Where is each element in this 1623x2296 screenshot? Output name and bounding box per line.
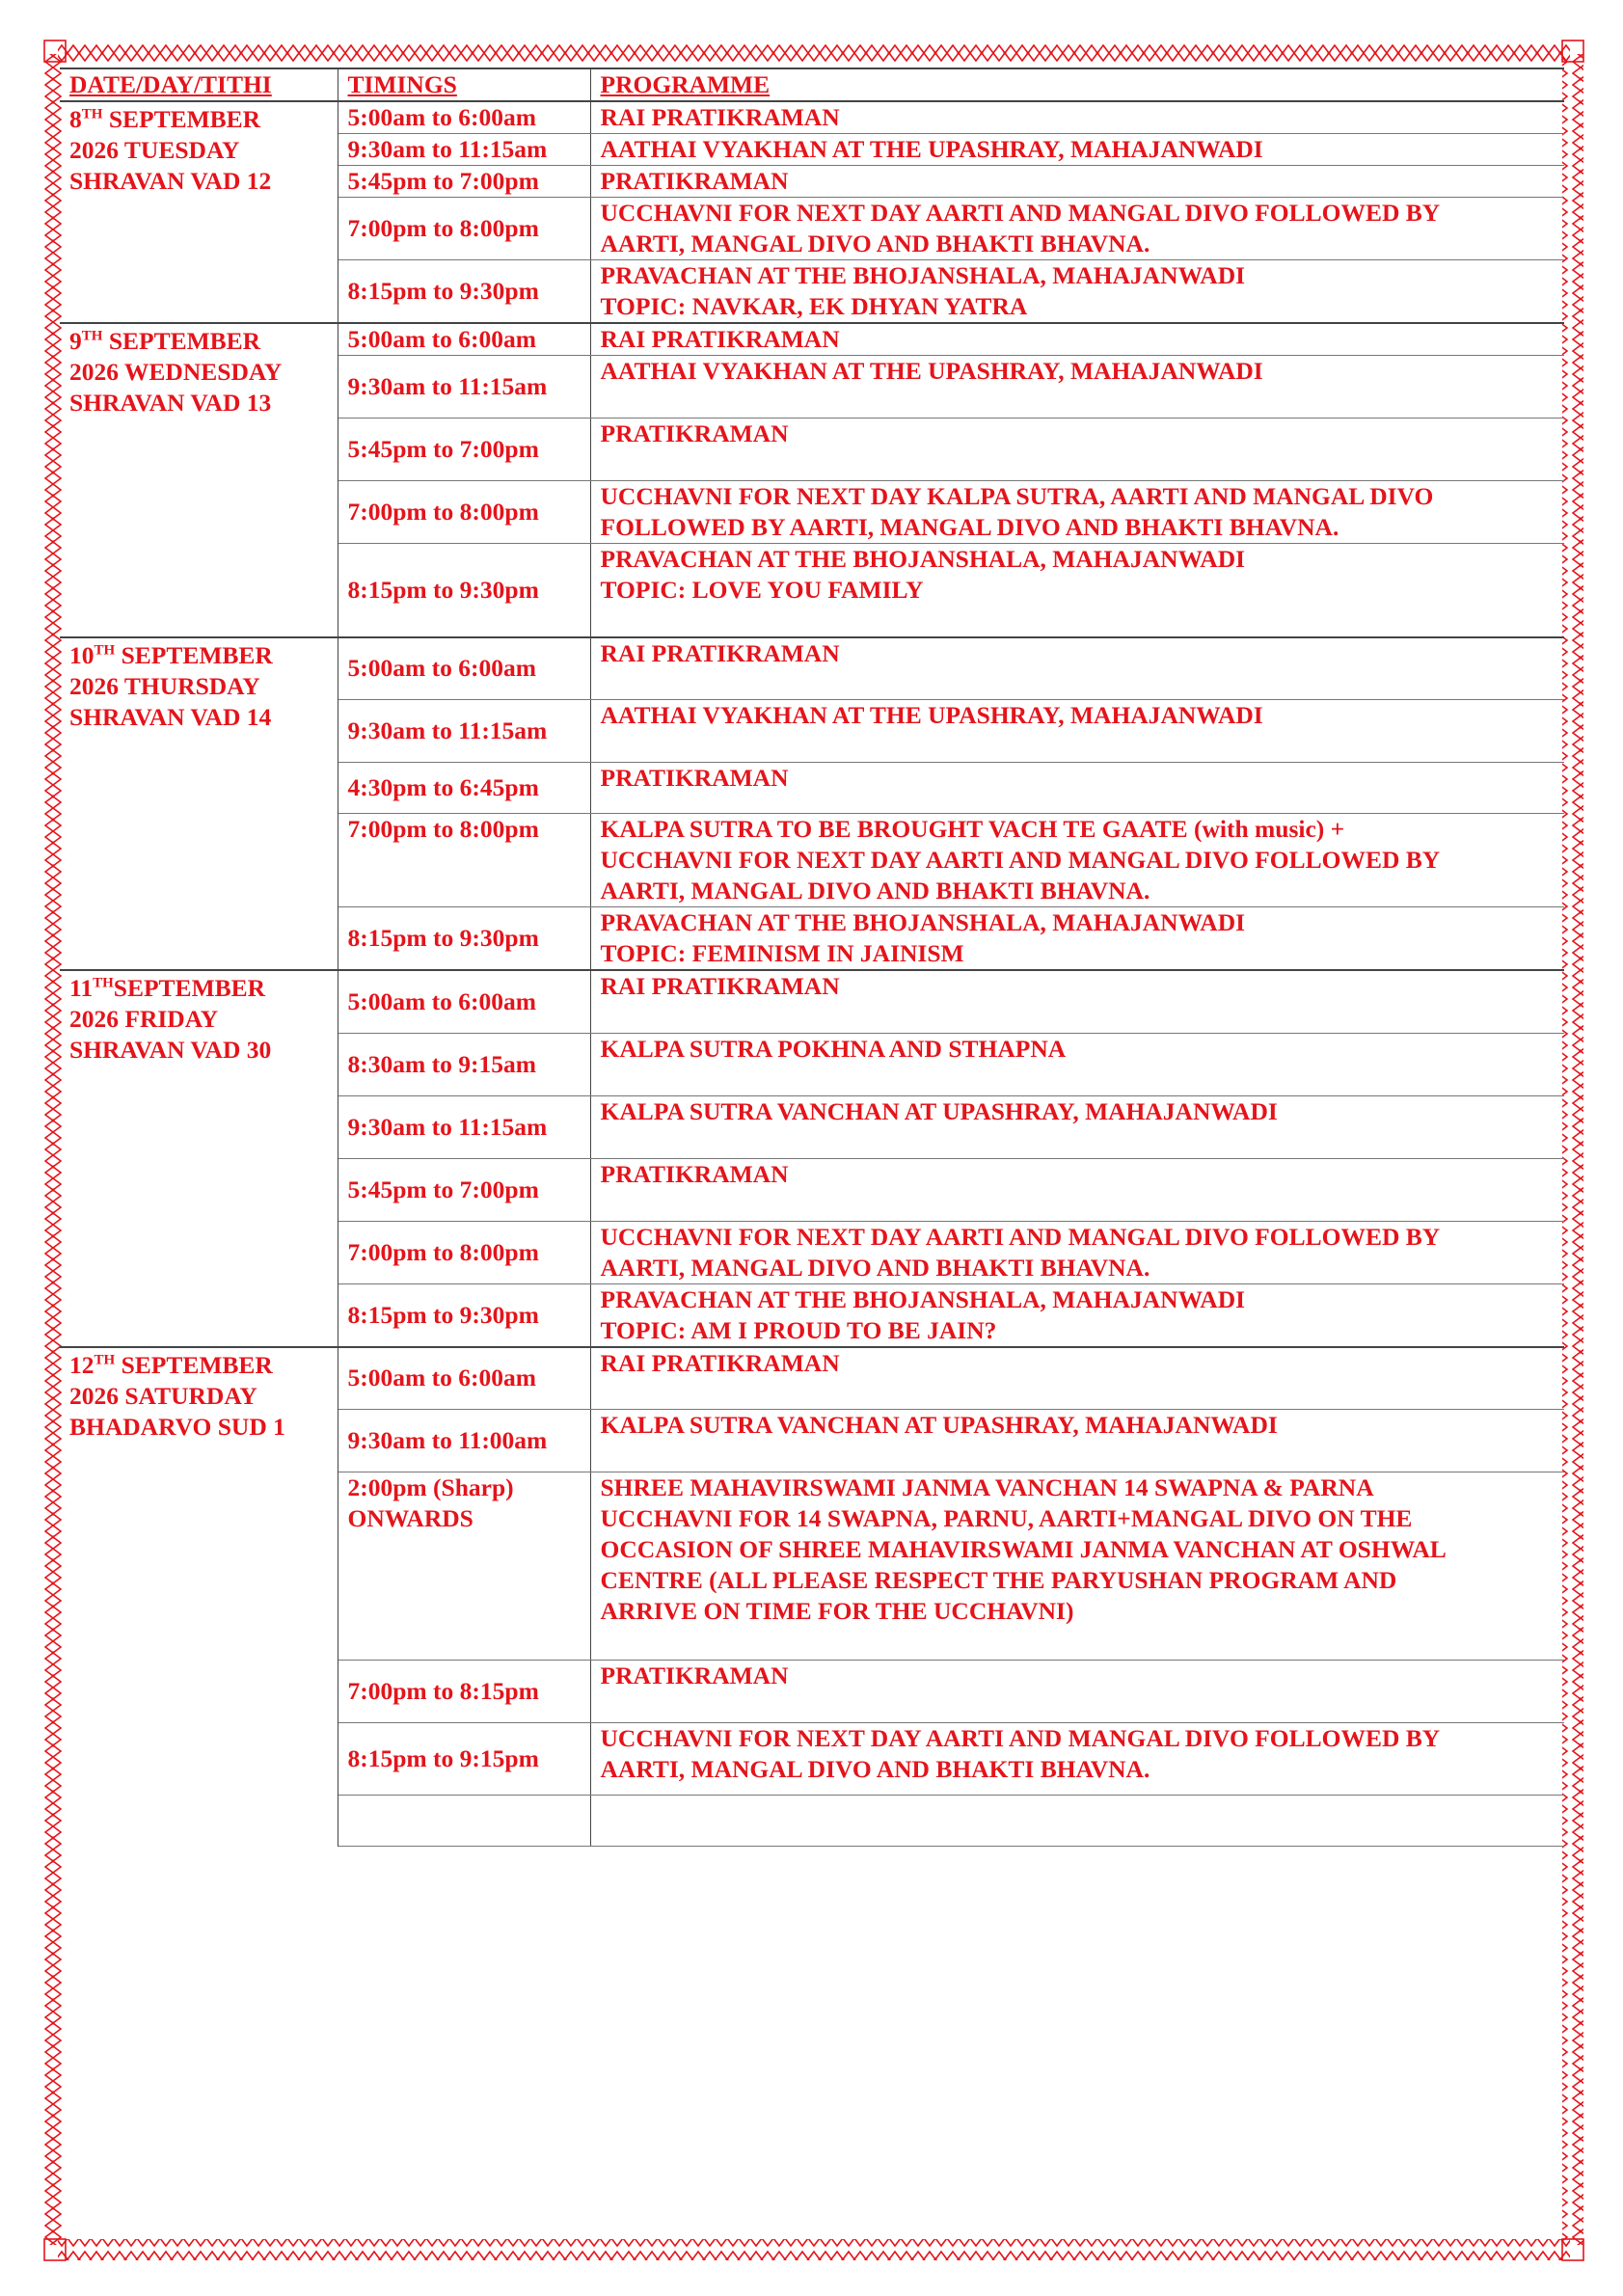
programme-cell [590, 763, 1564, 814]
programme-text: TOPIC: LOVE YOU FAMILY [600, 576, 924, 604]
date-ordinal-suffix: TH [81, 328, 103, 344]
timing-cell [338, 1221, 590, 1283]
programme-text: OCCASION OF SHREE MAHAVIRSWAMI JANMA VANCHAN AT OSHWAL [600, 1535, 1447, 1563]
programme-cell [590, 1410, 1564, 1472]
programme-text: PRAVACHAN AT THE BHOJANSHALA, MAHAJANWADI [600, 908, 1246, 936]
border-bottom [58, 2239, 1570, 2260]
date-line [69, 702, 338, 733]
header-programme-label: PROGRAMME [600, 70, 771, 98]
programme-cell [590, 1158, 1564, 1221]
programme-cell [590, 1347, 1564, 1410]
programme-text: RAI PRATIKRAMAN [600, 972, 840, 1000]
programme-cell [590, 1095, 1564, 1158]
date-ordinal-suffix: TH [81, 106, 103, 122]
timing-cell [338, 356, 590, 419]
timing-text: 5:00am to 6:00am [347, 103, 536, 131]
border-top [58, 41, 1570, 62]
programme-text: PRAVACHAN AT THE BHOJANSHALA, MAHAJANWADI [600, 261, 1246, 289]
programme-text: KALPA SUTRA POKHNA AND STHAPNA [600, 1034, 1067, 1063]
programme-text: SHREE MAHAVIRSWAMI JANMA VANCHAN 14 SWAPNA & PARNA [600, 1473, 1374, 1501]
timing-text: 7:00pm to 8:00pm [347, 498, 539, 526]
date-text: 11 [69, 974, 94, 1002]
date-line [69, 1412, 338, 1443]
programme-text: AATHAI VYAKHAN AT THE UPASHRAY, MAHAJANWADI [600, 357, 1263, 385]
programme-text: RAI PRATIKRAMAN [600, 325, 840, 353]
timing-cell [338, 1095, 590, 1158]
timing-text: 9:30am to 11:15am [347, 372, 548, 400]
day-date-cell [60, 323, 338, 637]
header-timings-label: TIMINGS [347, 70, 457, 98]
timing-text: 8:30am to 9:15am [347, 1049, 536, 1078]
date-line [69, 640, 338, 671]
timing-text: 2:00pm (Sharp) [347, 1473, 514, 1501]
date-month: SEPTEMBER [102, 105, 261, 133]
timing-text: 5:45pm to 7:00pm [347, 167, 539, 195]
timing-cell [338, 323, 590, 356]
timing-cell [338, 814, 590, 907]
timing-cell [338, 1723, 590, 1796]
date-line [69, 1035, 338, 1066]
programme-text: CENTRE (ALL PLEASE RESPECT THE PARYUSHAN PROGRAM AND [600, 1566, 1397, 1594]
date-text: SHRAVAN VAD 30 [69, 1036, 272, 1064]
programme-text: PRATIKRAMAN [600, 1661, 789, 1689]
programme-cell [590, 323, 1564, 356]
header-timings [338, 68, 590, 101]
programme-text: UCCHAVNI FOR NEXT DAY AARTI AND MANGAL DIVO FOLLOWED BY [600, 199, 1441, 227]
date-line [69, 166, 338, 197]
date-line [69, 1381, 338, 1412]
timing-text: 5:00am to 6:00am [347, 654, 536, 683]
programme-cell [590, 1283, 1564, 1347]
programme-text: PRAVACHAN AT THE BHOJANSHALA, MAHAJANWADI [600, 1284, 1246, 1313]
timing-cell [338, 134, 590, 166]
timing-cell [338, 763, 590, 814]
date-line [69, 671, 338, 702]
programme-cell [590, 1472, 1564, 1661]
timing-text: 8:15pm to 9:15pm [347, 1744, 539, 1772]
date-text: SHRAVAN VAD 14 [69, 702, 272, 731]
header-date [60, 68, 338, 101]
timing-cell [338, 907, 590, 971]
programme-cell [590, 101, 1564, 134]
table-row [60, 101, 1564, 134]
timing-text: 5:45pm to 7:00pm [347, 1175, 539, 1203]
timing-text: 8:15pm to 9:30pm [347, 1300, 539, 1329]
programme-cell [590, 198, 1564, 260]
date-month: SEPTEMBER [115, 1350, 273, 1379]
programme-cell [590, 419, 1564, 481]
date-text: 9 [69, 327, 82, 355]
programme-text: AATHAI VYAKHAN AT THE UPASHRAY, MAHAJANWADI [600, 701, 1263, 729]
schedule-table [60, 68, 1564, 1847]
date-text: 10 [69, 640, 95, 669]
day-date-cell [60, 1347, 338, 1847]
date-ordinal-suffix: TH [94, 1352, 116, 1367]
programme-cell [590, 637, 1564, 700]
date-line [69, 1004, 338, 1035]
programme-cell [590, 1661, 1564, 1723]
timing-cell [338, 1472, 590, 1661]
programme-text: UCCHAVNI FOR NEXT DAY AARTI AND MANGAL DIVO FOLLOWED BY [600, 1222, 1441, 1251]
programme-text: RAI PRATIKRAMAN [600, 1348, 840, 1377]
table-row [60, 637, 1564, 700]
date-text: 2026 THURSDAY [69, 671, 260, 700]
programme-text: AARTI, MANGAL DIVO AND BHAKTI BHAVNA. [600, 877, 1150, 905]
programme-cell [590, 814, 1564, 907]
table-row [60, 1347, 1564, 1410]
timing-text: 7:00pm to 8:00pm [347, 214, 539, 242]
programme-cell [590, 1033, 1564, 1095]
programme-text: UCCHAVNI FOR NEXT DAY AARTI AND MANGAL DIVO FOLLOWED BY [600, 846, 1441, 874]
programme-text: TOPIC: AM I PROUD TO BE JAIN? [600, 1315, 997, 1344]
day-date-cell [60, 637, 338, 971]
date-text: 2026 TUESDAY [69, 136, 240, 164]
timing-cell [338, 1158, 590, 1221]
day-date-cell [60, 101, 338, 323]
timing-text: 9:30am to 11:15am [347, 716, 548, 744]
timing-cell [338, 101, 590, 134]
programme-text: AARTI, MANGAL DIVO AND BHAKTI BHAVNA. [600, 1253, 1150, 1282]
date-text: 2026 WEDNESDAY [69, 358, 283, 386]
programme-cell [590, 700, 1564, 763]
timing-cell [338, 970, 590, 1033]
programme-text: TOPIC: FEMINISM IN JAINISM [600, 939, 964, 967]
border-right [1562, 54, 1583, 2245]
date-ordinal-suffix: TH [94, 642, 116, 658]
date-text: BHADARVO SUD 1 [69, 1412, 285, 1441]
programme-text: KALPA SUTRA TO BE BROUGHT VACH TE GAATE (with music) + [600, 815, 1345, 843]
programme-text: PRATIKRAMAN [600, 764, 789, 792]
date-text: 8 [69, 105, 82, 133]
programme-cell [590, 260, 1564, 324]
timing-cell [338, 198, 590, 260]
programme-text: UCCHAVNI FOR NEXT DAY KALPA SUTRA, AARTI AND MANGAL DIVO [600, 482, 1434, 510]
programme-text: AATHAI VYAKHAN AT THE UPASHRAY, MAHAJANWADI [600, 135, 1263, 163]
timing-cell [338, 1796, 590, 1847]
programme-cell [590, 1796, 1564, 1847]
timing-cell [338, 1033, 590, 1095]
programme-text: UCCHAVNI FOR NEXT DAY AARTI AND MANGAL DIVO FOLLOWED BY [600, 1724, 1441, 1752]
programme-text: PRATIKRAMAN [600, 1159, 789, 1188]
date-text: 12 [69, 1350, 95, 1379]
timing-text: 8:15pm to 9:30pm [347, 924, 539, 952]
header-programme [590, 68, 1564, 101]
timing-text: 5:45pm to 7:00pm [347, 435, 539, 463]
timing-text: 4:30pm to 6:45pm [347, 773, 539, 801]
programme-text: KALPA SUTRA VANCHAN AT UPASHRAY, MAHAJANWADI [600, 1096, 1278, 1125]
timing-cell [338, 1410, 590, 1472]
timing-text: ONWARDS [347, 1504, 473, 1532]
programme-cell [590, 1221, 1564, 1283]
programme-text: FOLLOWED BY AARTI, MANGAL DIVO AND BHAKTI BHAVNA. [600, 513, 1339, 541]
programme-cell [590, 1723, 1564, 1796]
programme-cell [590, 166, 1564, 198]
timing-cell [338, 260, 590, 324]
date-line [69, 388, 338, 419]
date-ordinal-suffix: TH [93, 975, 114, 991]
timing-text: 9:30am to 11:15am [347, 1112, 548, 1141]
table-row [60, 323, 1564, 356]
programme-cell [590, 356, 1564, 419]
timing-text: 7:00pm to 8:00pm [347, 815, 539, 843]
programme-text: ARRIVE ON TIME FOR THE UCCHAVNI) [600, 1597, 1074, 1625]
timing-text: 8:15pm to 9:30pm [347, 277, 539, 305]
timing-cell [338, 481, 590, 544]
timing-cell [338, 1283, 590, 1347]
timing-text: 8:15pm to 9:30pm [347, 575, 539, 604]
date-line [69, 326, 338, 357]
timing-text: 9:30am to 11:00am [347, 1426, 548, 1454]
timing-text: 7:00pm to 8:00pm [347, 1237, 539, 1266]
date-line [69, 1350, 338, 1381]
programme-text: AARTI, MANGAL DIVO AND BHAKTI BHAVNA. [600, 1755, 1150, 1783]
day-date-cell [60, 970, 338, 1347]
date-line [69, 104, 338, 135]
timing-text: 5:00am to 6:00am [347, 325, 536, 353]
programme-text: AARTI, MANGAL DIVO AND BHAKTI BHAVNA. [600, 230, 1150, 257]
timing-text: 5:00am to 6:00am [347, 986, 536, 1015]
timing-text: 7:00pm to 8:15pm [347, 1677, 539, 1705]
date-line [69, 135, 338, 166]
programme-text: RAI PRATIKRAMAN [600, 103, 840, 131]
timing-cell [338, 419, 590, 481]
timing-cell [338, 700, 590, 763]
programme-text: RAI PRATIKRAMAN [600, 638, 840, 667]
timing-text: 5:00am to 6:00am [347, 1364, 536, 1392]
schedule-table-container [60, 68, 1564, 1847]
programme-cell [590, 134, 1564, 166]
header-date-label: DATE/DAY/TITHI [69, 70, 272, 98]
table-header-row [60, 68, 1564, 101]
programme-cell [590, 970, 1564, 1033]
timing-cell [338, 544, 590, 637]
programme-text: PRAVACHAN AT THE BHOJANSHALA, MAHAJANWADI [600, 545, 1246, 573]
timing-cell [338, 166, 590, 198]
programme-text: UCCHAVNI FOR 14 SWAPNA, PARNU, AARTI+MANGAL DIVO ON THE [600, 1504, 1413, 1532]
date-line [69, 973, 338, 1004]
date-month: SEPTEMBER [102, 327, 261, 355]
timing-text: 9:30am to 11:15am [347, 135, 548, 163]
programme-cell [590, 907, 1564, 971]
date-text: 2026 FRIDAY [69, 1005, 219, 1033]
programme-cell [590, 481, 1564, 544]
date-line [69, 357, 338, 388]
table-row [60, 970, 1564, 1033]
programme-text: TOPIC: NAVKAR, EK DHYAN YATRA [600, 292, 1028, 320]
timing-cell [338, 1661, 590, 1723]
programme-text: KALPA SUTRA VANCHAN AT UPASHRAY, MAHAJANWADI [600, 1411, 1278, 1439]
date-month: SEPTEMBER [115, 640, 273, 669]
timing-cell [338, 637, 590, 700]
programme-text: PRATIKRAMAN [600, 167, 789, 195]
programme-text: PRATIKRAMAN [600, 419, 789, 447]
timing-cell [338, 1347, 590, 1410]
date-text: 2026 SATURDAY [69, 1381, 257, 1410]
programme-cell [590, 544, 1564, 637]
date-text: SHRAVAN VAD 12 [69, 167, 272, 195]
date-text: SHRAVAN VAD 13 [69, 389, 272, 417]
date-month: SEPTEMBER [113, 974, 266, 1002]
